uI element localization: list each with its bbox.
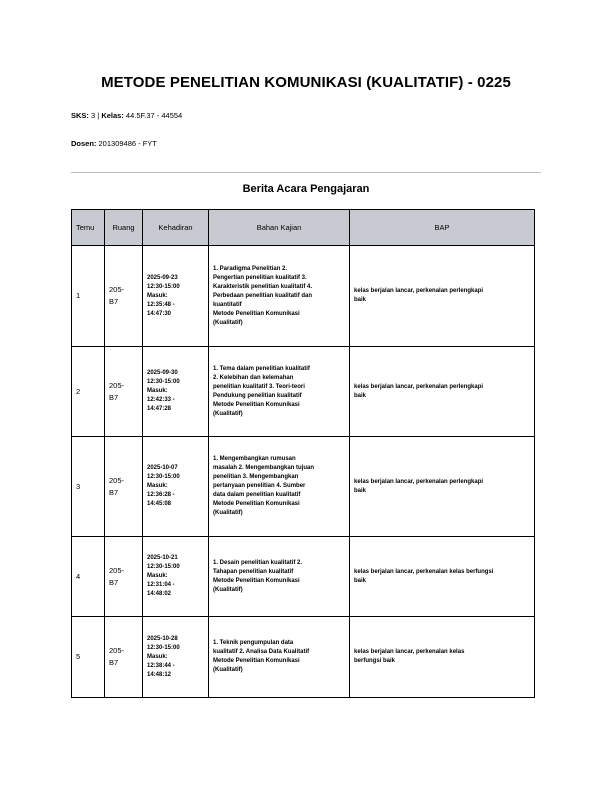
course-meta: SKS: 3 | Kelas: 44.5F.37 - 44554: [71, 111, 183, 120]
bahan-kajian-cell: 1. Paradigma Penelitian 2. Pengertian penelitian kualitatif 3. Karakteristik penelitian kualitatif 4. Perbedaan penelitian kualitatif dan kuantitatif Metode Penelitian Komunikasi (Kualitatif): [209, 246, 350, 347]
sks-label: SKS:: [71, 111, 89, 120]
temu-cell: 4: [72, 537, 105, 617]
kelas-value: 44.5F.37 - 44554: [125, 111, 183, 120]
bahan-kajian-cell: 1. Teknik pengumpulan data kualitatif 2. Analisa Data Kualitatif Metode Penelitian Komunikasi (Kualitatif): [209, 617, 350, 698]
divider: [71, 172, 541, 173]
table-row: [72, 347, 535, 437]
kehadiran-cell: 2025-09-23 12:30-15:00 Masuk: 12:35:48 - 14:47:30: [143, 246, 209, 347]
kehadiran-cell: 2025-10-28 12:30-15:00 Masuk: 12:38:44 - 14:48:12: [143, 617, 209, 698]
teaching-record-table: [71, 209, 535, 698]
column-header-temu: Temu: [72, 210, 105, 246]
bahan-kajian-cell: 1. Mengembangkan rumusan masalah 2. Mengembangkan tujuan penelitian 3. Mengembangkan pertanyaan penelitian 4. Sumber data dalam penelitian kualitatif Metode Penelitian Komunikasi (Kualitatif): [209, 437, 350, 537]
ruang-cell: 205- B7: [105, 246, 143, 347]
lecturer-meta: [71, 139, 157, 148]
ruang-cell: 205- B7: [105, 437, 143, 537]
column-header-bahan-kajian: Bahan Kajian: [209, 210, 350, 246]
temu-cell: 2: [72, 347, 105, 437]
bahan-kajian-cell: 1. Tema dalam penelitian kualitatif 2. Kelebihan dan kelemahan penelitian kualitatif 3. Teori-teori Pendukung penelitian kualitatif Metode Penelitian Komunikasi (Kualitatif): [209, 347, 350, 437]
bap-cell: kelas berjalan lancar, perkenalan perlengkapi baik: [350, 246, 535, 347]
section-title: Berita Acara Pengajaran: [242, 183, 370, 195]
bap-cell: kelas berjalan lancar, perkenalan kelas berfungsi baik: [350, 617, 535, 698]
table-header-row: [72, 210, 535, 246]
ruang-cell: 205- B7: [105, 347, 143, 437]
course-title: METODE PENELITIAN KOMUNIKASI (KUALITATIF) - 0225: [101, 74, 511, 91]
table-row: [72, 437, 535, 537]
kelas-label: Kelas:: [101, 111, 124, 120]
bap-cell: kelas berjalan lancar, perkenalan perlengkapi baik: [350, 347, 535, 437]
dosen-label: Dosen:: [71, 139, 97, 148]
ruang-cell: 205- B7: [105, 537, 143, 617]
column-header-ruang: Ruang: [105, 210, 143, 246]
bahan-kajian-cell: 1. Desain penelitian kualitatif 2. Tahapan penelitian kualitatif Metode Penelitian Komunikasi (Kualitatif): [209, 537, 350, 617]
table-row: [72, 246, 535, 347]
kehadiran-cell: 2025-09-30 12:30-15:00 Masuk: 12:42:33 - 14:47:28: [143, 347, 209, 437]
bap-cell: kelas berjalan lancar, perkenalan kelas berfungsi baik: [350, 537, 535, 617]
table-row: [72, 617, 535, 698]
kehadiran-cell: 2025-10-21 12:30-15:00 Masuk: 12:31:04 - 14:48:02: [143, 537, 209, 617]
ruang-cell: 205- B7: [105, 617, 143, 698]
bap-cell: kelas berjalan lancar, perkenalan perlengkapi baik: [350, 437, 535, 537]
temu-cell: 5: [72, 617, 105, 698]
sks-value: 3: [91, 111, 96, 120]
kehadiran-cell: 2025-10-07 12:30-15:00 Masuk: 12:36:28 - 14:45:08: [143, 437, 209, 537]
temu-cell: 3: [72, 437, 105, 537]
column-header-kehadiran: Kehadiran: [143, 210, 209, 246]
column-header-bap: BAP: [350, 210, 535, 246]
dosen-value: 201309486 - FYT: [98, 139, 157, 148]
table-row: [72, 537, 535, 617]
temu-cell: 1: [72, 246, 105, 347]
